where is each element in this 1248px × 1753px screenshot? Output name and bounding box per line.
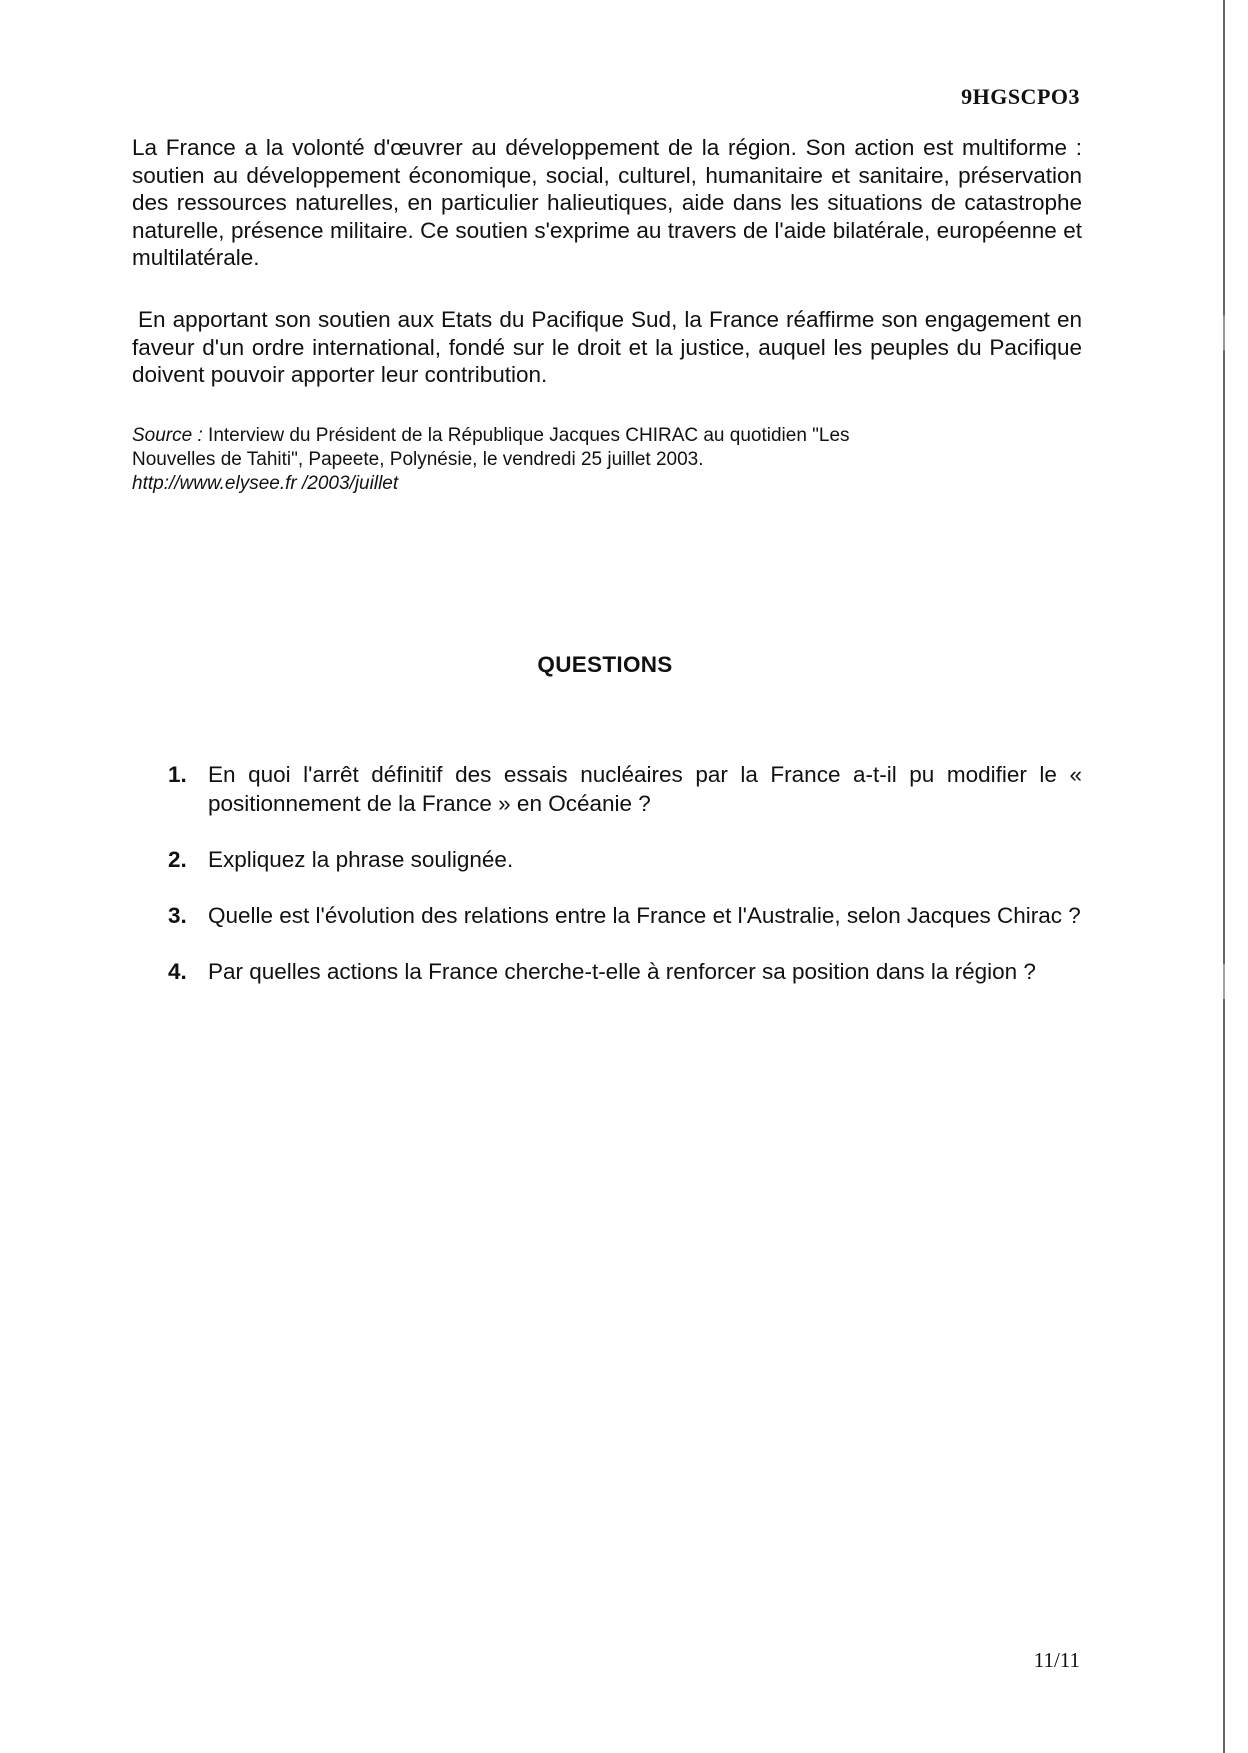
question-text: En quoi l'arrêt définitif des essais nucléaires par la France a-t-il pu modifier le « positionnement de la France » en Océanie ? bbox=[208, 762, 1082, 816]
question-item bbox=[168, 957, 1082, 986]
question-text: Par quelles actions la France cherche-t-elle à renforcer sa position dans la région ? bbox=[208, 959, 1036, 984]
source-line-1 bbox=[132, 424, 1032, 448]
questions-heading: QUESTIONS bbox=[537, 652, 673, 677]
question-item bbox=[168, 760, 1082, 818]
question-item bbox=[168, 845, 1082, 874]
question-number: 1. bbox=[168, 762, 187, 787]
question-text: Quelle est l'évolution des relations entre la France et l'Australie, selon Jacques Chirac ? bbox=[208, 903, 1081, 928]
questions-list bbox=[168, 760, 1082, 1013]
source-url: http://www.elysee.fr /2003/juillet bbox=[132, 473, 399, 494]
paragraph-development: La France a la volonté d'œuvrer au développement de la région. Son action est multiforme : soutien au développement économique, social, culturel, humanitaire et sanitaire, préservation des ressources naturelles, en particulier halieutiques, aide dans les situations de catastrophe naturelle, présence militaire. Ce soutien s'exprime au travers de l'aide bilatérale, européenne et multilatérale. bbox=[132, 135, 1082, 270]
document-code: 9HGSCPO3 bbox=[961, 84, 1080, 109]
question-item bbox=[168, 901, 1082, 930]
question-number: 4. bbox=[168, 959, 187, 984]
question-number: 3. bbox=[168, 903, 187, 928]
source-citation bbox=[132, 424, 1032, 496]
question-text: Expliquez la phrase soulignée. bbox=[208, 847, 514, 872]
source-text-2: Nouvelles de Tahiti", Papeete, Polynésie, le vendredi 25 juillet 2003. bbox=[132, 449, 704, 470]
source-text-1: Interview du Président de la République Jacques CHIRAC au quotidien "Les bbox=[208, 425, 850, 446]
scan-edge-line bbox=[1223, 0, 1225, 1753]
question-number: 2. bbox=[168, 847, 187, 872]
page-number: 11/11 bbox=[1033, 1648, 1080, 1672]
source-label: Source : bbox=[132, 425, 203, 446]
paragraph-support: En apportant son soutien aux Etats du Pacifique Sud, la France réaffirme son engagement en faveur d'un ordre international, fondé sur le droit et la justice, auquel les peuples du Pacifique doivent pouvoir apporter leur contribution. bbox=[132, 307, 1082, 387]
